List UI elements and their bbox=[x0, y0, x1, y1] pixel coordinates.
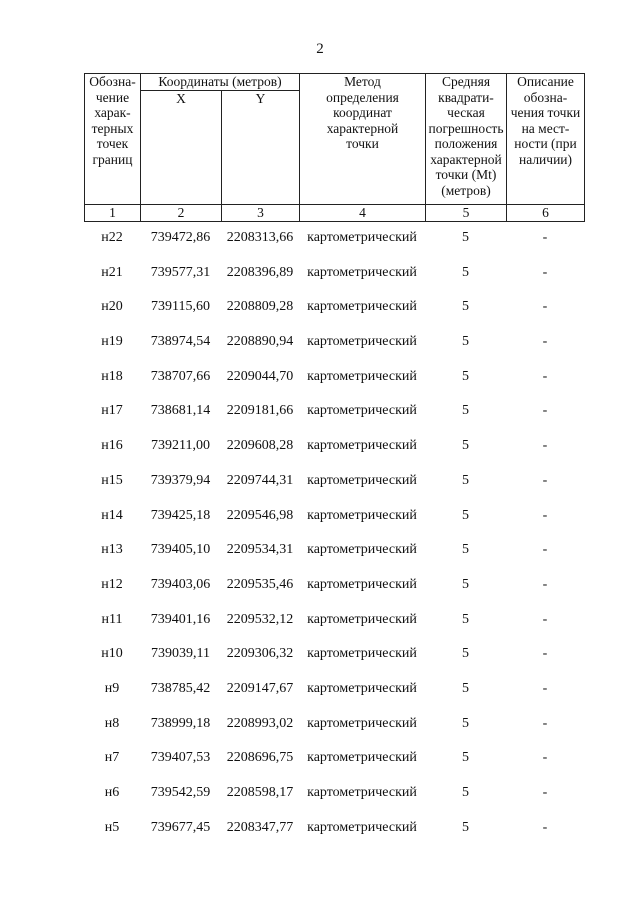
cell-coord-y: 2208809,28 bbox=[226, 299, 294, 315]
cell-mean-square-error: 5 bbox=[462, 542, 469, 558]
table-row bbox=[84, 785, 584, 820]
cell-description: - bbox=[542, 576, 548, 592]
cell-mean-square-error: 5 bbox=[462, 680, 469, 696]
cell-method: картометрический bbox=[307, 507, 417, 523]
cell-mean-square-error: 5 bbox=[462, 403, 469, 419]
cell-coord-x: 739577,31 bbox=[150, 264, 211, 280]
cell-coord-x: 739039,11 bbox=[151, 646, 210, 662]
cell-method: картометрический bbox=[307, 334, 417, 350]
cell-coord-x: 739401,16 bbox=[150, 611, 211, 627]
cell-description: - bbox=[542, 230, 548, 245]
cell-description: - bbox=[542, 472, 548, 488]
cell-coord-x: 739403,06 bbox=[150, 576, 211, 592]
cell-description: - bbox=[542, 715, 548, 731]
cell-coord-y: 2209044,70 bbox=[226, 368, 294, 384]
cell-mean-square-error: 5 bbox=[462, 750, 469, 766]
cell-coord-y: 2208890,94 bbox=[226, 334, 294, 350]
cell-description: - bbox=[542, 785, 548, 800]
cell-coord-y: 2209306,32 bbox=[226, 646, 294, 662]
cell-coord-y: 2208993,02 bbox=[226, 715, 294, 731]
cell-coord-x: 738974,54 bbox=[150, 334, 211, 350]
table-row bbox=[84, 369, 584, 404]
cell-description: - bbox=[542, 438, 548, 454]
cell-description: - bbox=[542, 750, 548, 766]
table-row bbox=[84, 681, 584, 716]
cell-coord-x: 739425,18 bbox=[150, 507, 211, 523]
table-row bbox=[84, 403, 584, 438]
cell-coord-x: 739211,00 bbox=[151, 438, 210, 454]
table-row bbox=[84, 646, 584, 681]
cell-mean-square-error: 5 bbox=[462, 507, 469, 523]
cell-point-designation: н22 bbox=[101, 230, 123, 245]
cell-point-designation: н11 bbox=[101, 611, 123, 627]
cell-coord-y: 2208347,77 bbox=[226, 819, 294, 835]
cell-mean-square-error: 5 bbox=[462, 264, 469, 280]
table-row bbox=[84, 750, 584, 785]
cell-method: картометрический bbox=[307, 230, 417, 245]
cell-description: - bbox=[542, 542, 548, 558]
cell-method: картометрический bbox=[307, 785, 417, 800]
cell-coord-x: 738681,14 bbox=[150, 403, 211, 419]
cell-description: - bbox=[542, 507, 548, 523]
cell-coord-y: 2209546,98 bbox=[226, 507, 294, 523]
header-x: X bbox=[141, 91, 222, 205]
cell-method: картометрический bbox=[307, 819, 417, 835]
header-num-4: 4 bbox=[300, 205, 426, 222]
cell-method: картометрический bbox=[307, 611, 417, 627]
cell-point-designation: н16 bbox=[101, 438, 123, 454]
cell-point-designation: н21 bbox=[101, 264, 123, 280]
cell-point-designation: н5 bbox=[104, 819, 120, 835]
cell-mean-square-error: 5 bbox=[462, 368, 469, 384]
table-row bbox=[84, 299, 584, 334]
coordinates-table-body bbox=[84, 230, 584, 854]
cell-coord-x: 739677,45 bbox=[150, 819, 211, 835]
cell-point-designation: н19 bbox=[101, 334, 123, 350]
cell-method: картометрический bbox=[307, 403, 417, 419]
cell-method: картометрический bbox=[307, 438, 417, 454]
header-num-2: 2 bbox=[141, 205, 222, 222]
cell-method: картометрический bbox=[307, 750, 417, 766]
cell-method: картометрический bbox=[307, 299, 417, 315]
cell-description: - bbox=[542, 334, 548, 350]
table-row bbox=[84, 577, 584, 612]
cell-mean-square-error: 5 bbox=[462, 646, 469, 662]
cell-point-designation: н9 bbox=[104, 680, 120, 696]
cell-description: - bbox=[542, 611, 548, 627]
table-row bbox=[84, 473, 584, 508]
cell-description: - bbox=[542, 264, 548, 280]
cell-mean-square-error: 5 bbox=[462, 230, 469, 245]
cell-coord-x: 739115,60 bbox=[151, 299, 210, 315]
table-row bbox=[84, 438, 584, 473]
cell-coord-y: 2209608,28 bbox=[226, 438, 294, 454]
cell-coord-x: 739379,94 bbox=[150, 472, 211, 488]
cell-coord-x: 738999,18 bbox=[150, 715, 211, 731]
cell-mean-square-error: 5 bbox=[462, 785, 469, 800]
cell-description: - bbox=[542, 819, 548, 835]
header-num-6: 6 bbox=[507, 205, 585, 222]
header-coordinates-group: Координаты (метров) bbox=[141, 74, 300, 91]
cell-mean-square-error: 5 bbox=[462, 334, 469, 350]
cell-point-designation: н15 bbox=[101, 472, 123, 488]
cell-description: - bbox=[542, 368, 548, 384]
cell-mean-square-error: 5 bbox=[462, 819, 469, 835]
cell-description: - bbox=[542, 403, 548, 419]
cell-method: картометрический bbox=[307, 680, 417, 696]
cell-coord-x: 738785,42 bbox=[150, 680, 211, 696]
header-point-description: Описание обозна- чения точки на мест- ности (при наличии) bbox=[507, 74, 585, 205]
cell-method: картометрический bbox=[307, 646, 417, 662]
cell-description: - bbox=[542, 299, 548, 315]
cell-coord-y: 2209532,12 bbox=[226, 611, 294, 627]
cell-coord-y: 2209181,66 bbox=[226, 403, 294, 419]
cell-coord-y: 2209744,31 bbox=[226, 472, 294, 488]
cell-mean-square-error: 5 bbox=[462, 438, 469, 454]
cell-description: - bbox=[542, 646, 548, 662]
cell-point-designation: н6 bbox=[104, 785, 120, 800]
cell-method: картометрический bbox=[307, 542, 417, 558]
header-point-designation: Обозна- чение харак- терных точек границ bbox=[85, 74, 141, 205]
table-row bbox=[84, 265, 584, 300]
cell-coord-x: 738707,66 bbox=[150, 368, 211, 384]
cell-coord-y: 2209534,31 bbox=[226, 542, 294, 558]
cell-method: картометрический bbox=[307, 368, 417, 384]
header-num-5: 5 bbox=[426, 205, 507, 222]
cell-point-designation: н7 bbox=[104, 750, 120, 766]
table-row bbox=[84, 230, 584, 265]
cell-mean-square-error: 5 bbox=[462, 611, 469, 627]
cell-mean-square-error: 5 bbox=[462, 715, 469, 731]
cell-method: картометрический bbox=[307, 472, 417, 488]
cell-point-designation: н17 bbox=[101, 403, 123, 419]
page-number: 2 bbox=[316, 41, 324, 57]
cell-coord-x: 739407,53 bbox=[150, 750, 211, 766]
cell-coord-y: 2208598,17 bbox=[226, 785, 294, 800]
cell-coord-y: 2208396,89 bbox=[226, 264, 294, 280]
cell-coord-y: 2209147,67 bbox=[226, 680, 294, 696]
table-row bbox=[84, 334, 584, 369]
cell-point-designation: н12 bbox=[101, 576, 123, 592]
cell-coord-y: 2208696,75 bbox=[226, 750, 294, 766]
table-row bbox=[84, 542, 584, 577]
cell-coord-y: 2209535,46 bbox=[226, 576, 294, 592]
cell-point-designation: н8 bbox=[104, 715, 120, 731]
cell-mean-square-error: 5 bbox=[462, 299, 469, 315]
cell-mean-square-error: 5 bbox=[462, 576, 469, 592]
cell-point-designation: н14 bbox=[101, 507, 123, 523]
cell-method: картометрический bbox=[307, 576, 417, 592]
cell-point-designation: н13 bbox=[101, 542, 123, 558]
table-row bbox=[84, 508, 584, 543]
cell-coord-y: 2208313,66 bbox=[226, 230, 294, 245]
table-row bbox=[84, 716, 584, 751]
cell-coord-x: 739405,10 bbox=[150, 542, 211, 558]
header-num-3: 3 bbox=[222, 205, 300, 222]
cell-coord-x: 739472,86 bbox=[150, 230, 211, 245]
cell-method: картометрический bbox=[307, 264, 417, 280]
coordinates-table-header bbox=[84, 73, 585, 222]
table-row bbox=[84, 820, 584, 855]
header-num-1: 1 bbox=[85, 205, 141, 222]
header-y: Y bbox=[222, 91, 300, 205]
table-row bbox=[84, 612, 584, 647]
cell-coord-x: 739542,59 bbox=[150, 785, 211, 800]
cell-point-designation: н10 bbox=[101, 646, 123, 662]
header-method: Метод определения координат характерной точки bbox=[300, 74, 426, 205]
cell-mean-square-error: 5 bbox=[462, 472, 469, 488]
cell-point-designation: н18 bbox=[101, 368, 123, 384]
header-mean-square-error: Средняя квадрати- ческая погрешность положения характерной точки (Mt) (метров) bbox=[426, 74, 507, 205]
cell-point-designation: н20 bbox=[101, 299, 123, 315]
cell-method: картометрический bbox=[307, 715, 417, 731]
cell-description: - bbox=[542, 680, 548, 696]
